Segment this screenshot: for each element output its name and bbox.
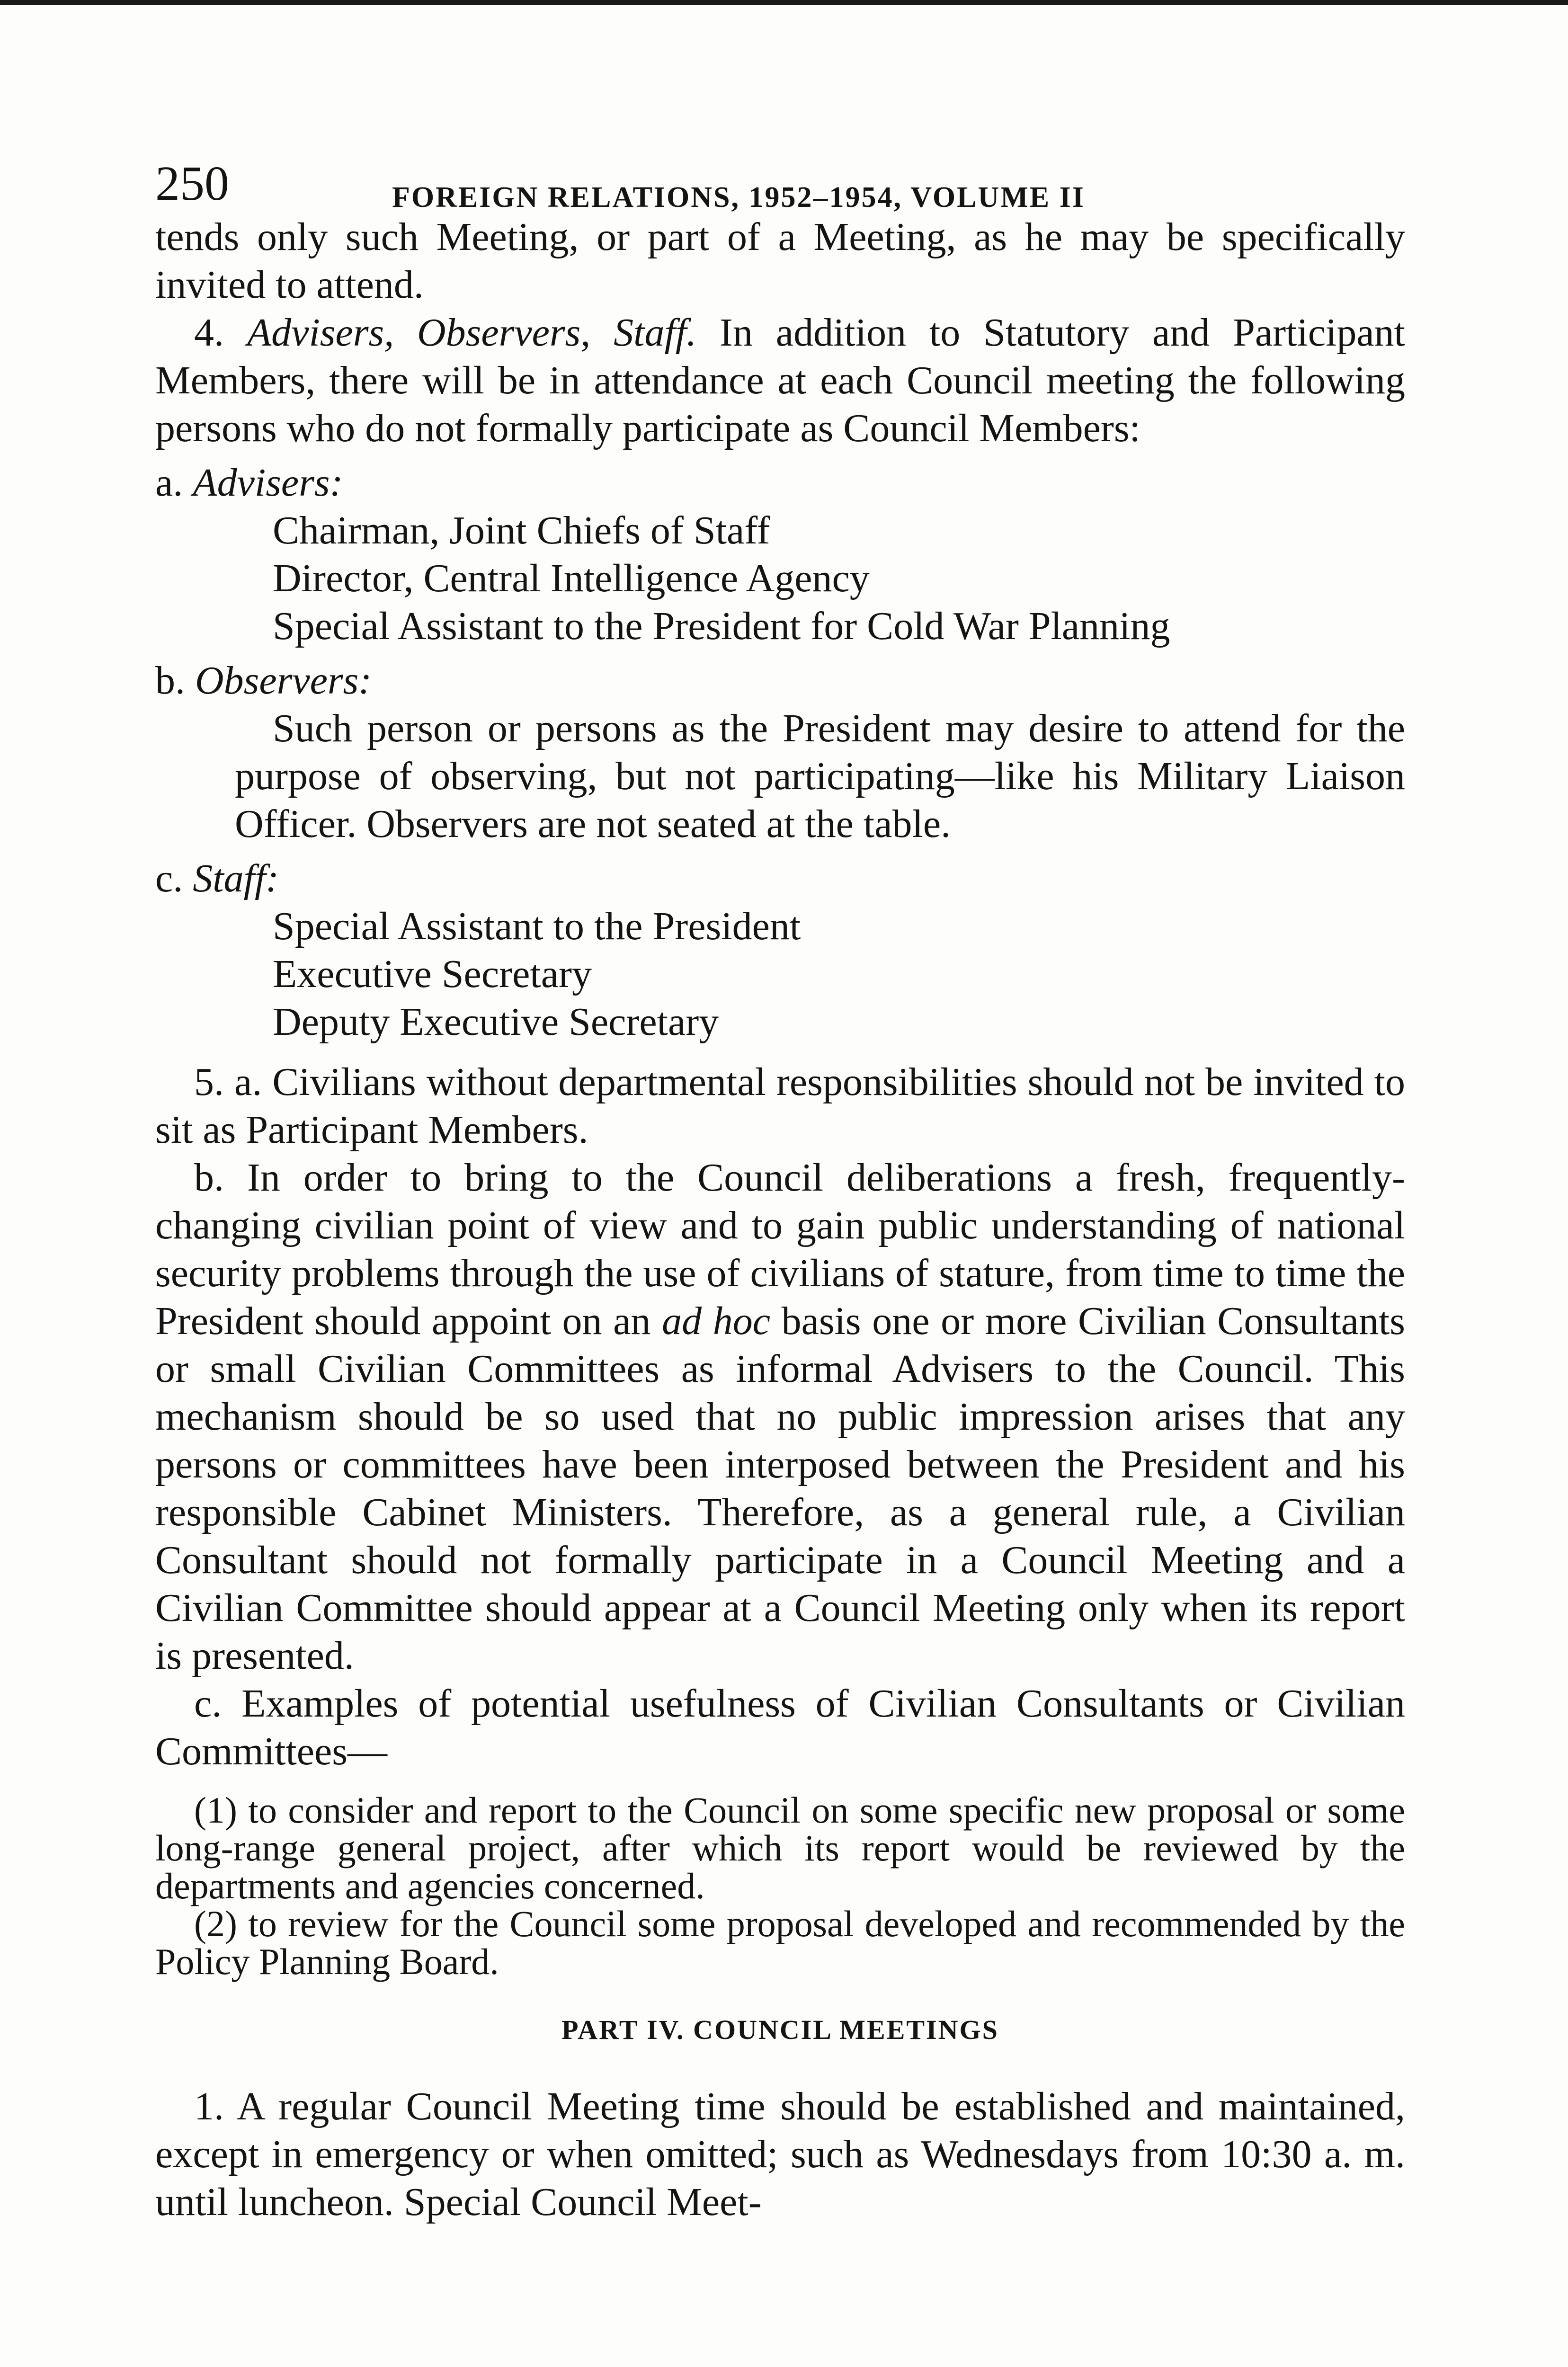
page-header xyxy=(155,142,1405,213)
paragraph-4-title: Advisers, Observers, Staff. xyxy=(247,311,697,355)
observers-heading: b. Observers: xyxy=(155,658,372,703)
running-head: FOREIGN RELATIONS, 1952–1954, VOLUME II xyxy=(392,181,1085,214)
page-number: 250 xyxy=(155,156,229,211)
advisers-title: Advisers: xyxy=(193,461,343,505)
adviser-entry: Special Assistant to the President for Cold War Planning xyxy=(273,604,1170,648)
ad-hoc-italic: ad hoc xyxy=(662,1299,770,1343)
staff-entry: Deputy Executive Secretary xyxy=(273,1000,719,1044)
observers-title: Observers: xyxy=(195,658,372,703)
observers-text: Such person or persons as the President may desire to attend for the purpose of observing, but not participating—like his Military Liaison Officer. Observers are not seated at the table. xyxy=(235,706,1405,846)
staff-entry: Executive Secretary xyxy=(273,952,592,996)
section-heading: PART IV. COUNCIL MEETINGS xyxy=(561,2014,999,2045)
example-item-1: (1) to consider and report to the Council on some specific new proposal or some long-range general project, after which its report would be reviewed by the departments and agencies concerned. xyxy=(155,1789,1405,1906)
staff-heading: c. Staff: xyxy=(155,856,279,900)
continued-paragraph: tends only such Meeting, or part of a Meeting, as he may be specifically invited to attend. xyxy=(155,215,1405,307)
staff-entry: Special Assistant to the President xyxy=(273,904,801,948)
paragraph-5b: b. In order to bring to the Council deliberations a fresh, frequently-changing civilian point of view and to gain public understanding of national security problems through the use of civilians of stature, from time to time the President should appoint on an ad hoc basis one or more Civilian Consultants or small Civilian Committees as informal Advisers to the Council. This mechanism should be so used that no public impression arises that any persons or committees have been interposed between the President and his responsible Cabinet Ministers. Therefore, as a general rule, a Civilian Consultant should not formally participate in a Council Meeting and a Civilian Committee should appear at a Council Meeting only when its report is presented. xyxy=(155,1156,1405,1678)
advisers-heading: a. Advisers: xyxy=(155,461,343,505)
paragraph-5a: 5. a. Civilians without departmental responsibilities should not be invited to sit as Participant Members. xyxy=(155,1060,1405,1152)
part-iv-paragraph-1: 1. A regular Council Meeting time should be established and maintained, except in emergency or when omitted; such as Wednesdays from 10:30 a. m. until luncheon. Special Council Meet- xyxy=(155,2084,1405,2224)
paragraph-4 xyxy=(155,309,1405,452)
staff-title: Staff: xyxy=(193,856,279,900)
adviser-entry: Chairman, Joint Chiefs of Staff xyxy=(273,508,770,552)
scan-edge xyxy=(0,0,1568,5)
adviser-entry: Director, Central Intelligence Agency xyxy=(273,556,870,600)
paragraph-5c: c. Examples of potential usefulness of Civilian Consultants or Civilian Committees— xyxy=(155,1682,1405,1773)
document-page xyxy=(155,142,1405,2226)
paragraph-4-label: 4. xyxy=(194,311,247,355)
paragraph-4-text: In addition to Statutory and Participant Members, there will be in attendance at each Council meeting the following persons who do not formally participate as Council Members: xyxy=(155,311,1405,450)
example-item-2: (2) to review for the Council some proposal developed and recommended by the Policy Planning Board. xyxy=(155,1903,1405,1982)
